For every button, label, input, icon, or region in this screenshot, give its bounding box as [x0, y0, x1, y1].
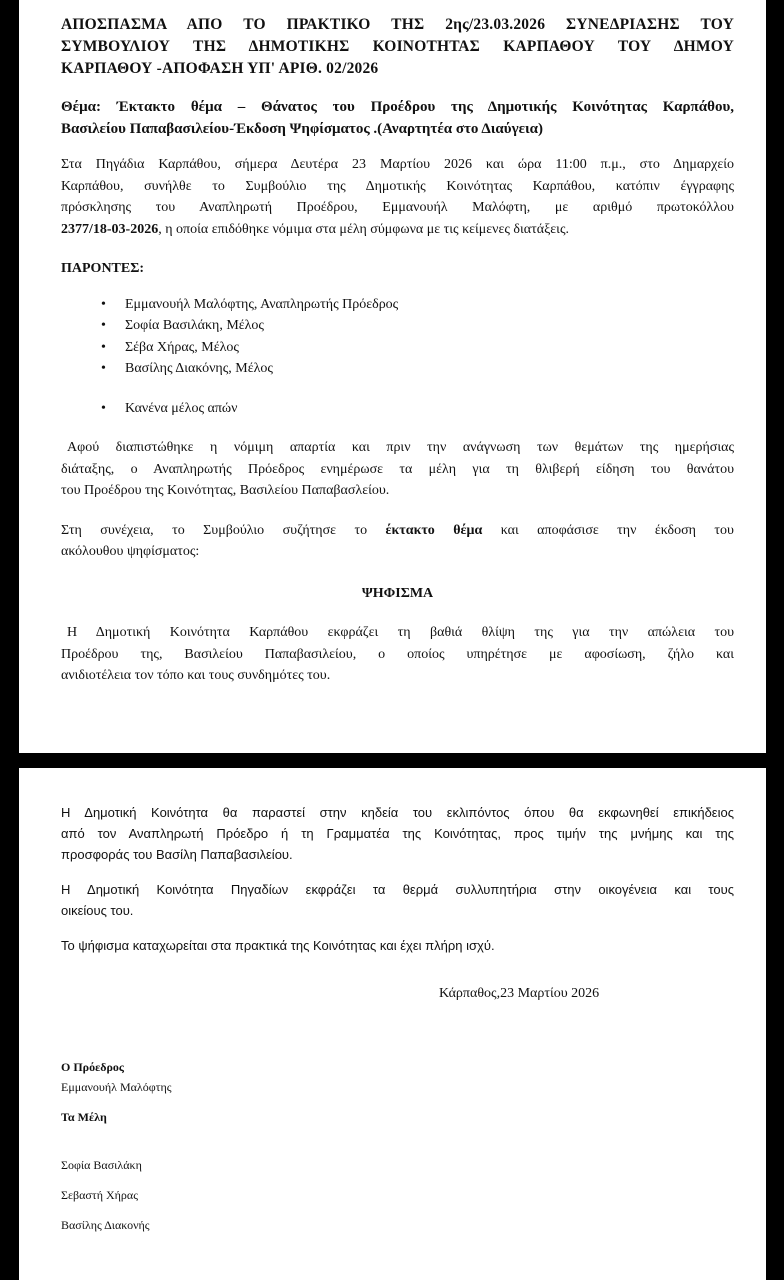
document-page-2	[19, 768, 766, 1280]
condolence-paragraph	[61, 879, 734, 921]
president-name: Εμμανουήλ Μαλόφτης	[61, 1080, 172, 1094]
president-label: Ο Πρόεδρος	[61, 1060, 124, 1074]
intro-line: πρόσκλησης του Αναπληρωτή Προέδρου, Εμμανουήλ Μαλόφτη, με αριθμό πρωτοκόλλου	[61, 200, 734, 215]
next-text: Στη συνέχεια, το Συμβούλιο συζήτησε το	[61, 522, 386, 538]
quorum-line: του Προέδρου της Κοινότητας, Βασιλείου Παπαβασλείου.	[61, 483, 390, 498]
subject-line: Θέμα: Έκτακτο θέμα – Θάνατος του Προέδρου της Δημοτικής Κοινότητας Καρπάθου,	[61, 99, 734, 115]
document-header	[61, 14, 734, 80]
next-text: και αποφάσισε την έκδοση του	[482, 522, 734, 538]
next-line	[61, 520, 734, 542]
list-item: • Βασίλης Διακόνης, Μέλος	[101, 358, 734, 380]
present-list	[61, 294, 734, 380]
subject-line: Βασιλείου Παπαβασιλείου-Έκδοση Ψηφίσματος .(Αναρτητέα στο Διαύγεια)	[61, 121, 544, 137]
header-line: ΣΥΜΒΟΥΛΙΟΥ ΤΗΣ ΔΗΜΟΤΙΚΗΣ ΚΟΙΝΟΤΗΤΑΣ ΚΑΡΠΑΘΟΥ ΤΟΥ ΔΗΜΟΥ	[61, 38, 734, 55]
quorum-line: Αφού διαπιστώθηκε η νόμιμη απαρτία και πριν την ανάγνωση των θεμάτων της ημερήσιας	[67, 440, 734, 455]
member-name: Σοφία Βασιλάκη	[61, 1158, 142, 1172]
member-name: Σεβαστή Χήρας	[61, 1188, 138, 1202]
subject	[61, 96, 734, 140]
funeral-line: προσφοράς του Βασίλη Παπαβασιλείου.	[61, 847, 293, 862]
resolution-line: Προέδρου της, Βασιλείου Παπαβασιλείου, ο οποίος υπηρέτησε με αφοσίωση, ζήλο και	[61, 646, 734, 662]
header-line: ΚΑΡΠΑΘΟΥ -ΑΠΟΦΑΣΗ ΥΠ' ΑΡΙΘ. 02/2026	[61, 60, 379, 77]
next-paragraph	[61, 520, 734, 563]
protocol-number: 2377/18-03-2026	[61, 221, 159, 237]
funeral-line: από τον Αναπληρωτή Πρόεδρο ή τη Γραμματέα της Κοινότητας, προς τιμήν της μνήμης και της	[61, 826, 734, 841]
list-item: • Σέβα Χήρας, Μέλος	[101, 337, 734, 359]
resolution-line: ανιδιοτέλεια τον τόπο και τους συνδημότες του.	[61, 668, 331, 683]
list-item: • Εμμανουήλ Μαλόφτης, Αναπληρωτής Πρόεδρος	[101, 294, 734, 316]
condolence-line: Η Δημοτική Κοινότητα Πηγαδίων εκφράζει τα θερμά συλλυπητήρια στην οικογένεια και τους	[61, 882, 734, 897]
intro-line: Στα Πηγάδια Καρπάθου, σήμερα Δευτέρα 23 Μαρτίου 2026 και ώρα 11:00 π.μ., στο Δημαρχείο	[61, 157, 734, 172]
members-label: Τα Μέλη	[61, 1110, 107, 1124]
condolence-line: οικείους του.	[61, 903, 134, 918]
present-heading: ΠΑΡΟΝΤΕΣ:	[61, 261, 145, 276]
document-page-1	[19, 0, 766, 753]
funeral-line: Η Δημοτική Κοινότητα θα παραστεί στην κηδεία του εκλιπόντος όπου θα εκφωνηθεί επικήδειος	[61, 805, 734, 820]
quorum-paragraph	[61, 437, 734, 502]
intro-line: Καρπάθου, συνήλθε το Συμβούλιο της Δημοτικής Κοινότητας Καρπάθου, κατόπιν έγγραφης	[61, 178, 734, 194]
resolution-paragraph	[61, 622, 734, 687]
record-line: Το ψήφισμα καταχωρείται στα πρακτικά της Κοινότητας και έχει πλήρη ισχύ.	[61, 938, 495, 953]
resolution-line: Η Δημοτική Κοινότητα Καρπάθου εκφράζει τη βαθιά θλίψη της για την απώλεια του	[67, 625, 734, 640]
intro-paragraph	[61, 154, 734, 240]
intro-line	[61, 219, 734, 241]
list-item: • Σοφία Βασιλάκη, Μέλος	[101, 315, 734, 337]
place-date: Κάρπαθος,23 Μαρτίου 2026	[439, 986, 600, 1001]
absent-list	[61, 398, 734, 420]
intro-line-rest: , η οποία επιδόθηκε νόμιμα στα μέλη σύμφωνα με τις κείμενες διατάξεις.	[158, 221, 569, 237]
list-item: • Κανένα μέλος απών	[101, 398, 734, 420]
resolution-title: ΨΗΦΙΣΜΑ	[361, 585, 434, 601]
funeral-paragraph	[61, 802, 734, 865]
next-line: ακόλουθου ψηφίσματος:	[61, 544, 200, 559]
emergency-topic: έκτακτο θέμα	[385, 522, 483, 538]
quorum-line: διάταξης, ο Αναπληρωτής Πρόεδρος ενημέρωσε τα μέλη για τη θλιβερή είδηση του θανάτου	[61, 461, 734, 477]
member-name: Βασίλης Διακονής	[61, 1218, 150, 1232]
header-line: ΑΠΟΣΠΑΣΜΑ ΑΠΟ ΤΟ ΠΡΑΚΤΙΚΟ ΤΗΣ 2ης/23.03.2026 ΣΥΝΕΔΡΙΑΣΗΣ ΤΟΥ	[61, 16, 734, 33]
